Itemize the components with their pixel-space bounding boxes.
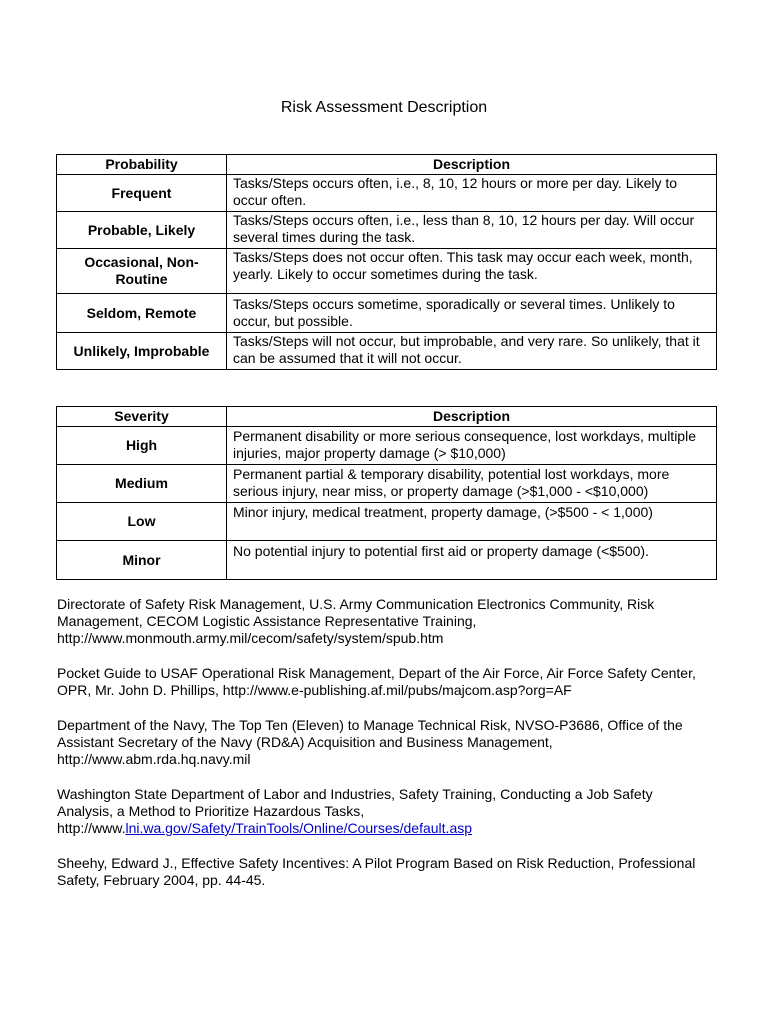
table-row [57,503,717,541]
table-row [57,212,717,249]
probability-description: Tasks/Steps occurs often, i.e., less than 8, 10, 12 hours per day. Will occur several times during the task. [227,212,717,249]
probability-header: Probability [57,155,227,175]
page-title: Risk Assessment Description [280,99,488,116]
table-row [57,249,717,294]
reference-item [57,717,697,768]
severity-label: Low [57,503,227,541]
table-header-row [57,407,717,427]
probability-table [56,154,717,370]
severity-description: No potential injury to potential first aid or property damage (<$500). [227,541,717,580]
severity-label: High [57,427,227,465]
severity-description: Permanent disability or more serious consequence, lost workdays, multiple injuries, major property damage (> $10,000) [227,427,717,465]
reference-item [57,855,697,889]
severity-description: Minor injury, medical treatment, property damage, (>$500 - < 1,000) [227,503,717,541]
reference-text: Directorate of Safety Risk Management, U.S. Army Communication Electronics Community, Risk Management, CECOM Logistic Assistance Representative Training, http://www.monmouth.army.mil/cecom/safety/system/spub.htm [57,596,655,646]
probability-description: Tasks/Steps occurs sometime, sporadically or several times. Unlikely to occur, but possible. [227,294,717,333]
description-header: Description [227,155,717,175]
probability-description: Tasks/Steps does not occur often. This task may occur each week, month, yearly. Likely to occur sometimes during the task. [227,249,717,294]
reference-text: Washington State Department of Labor and Industries, Safety Training, Conducting a Job Safety Analysis, a Method to Prioritize Hazardous Tasks, http://www. [57,786,653,836]
reference-item [57,596,697,647]
table-row [57,465,717,503]
severity-label: Medium [57,465,227,503]
severity-label: Minor [57,541,227,580]
references [57,596,697,907]
probability-label: Probable, Likely [57,212,227,249]
probability-description: Tasks/Steps occurs often, i.e., 8, 10, 12 hours or more per day. Likely to occur often. [227,175,717,212]
table-row [57,333,717,370]
table-row [57,541,717,580]
severity-table [56,406,717,580]
probability-description: Tasks/Steps will not occur, but improbable, and very rare. So unlikely, that it can be assumed that it will not occur. [227,333,717,370]
severity-description: Permanent partial & temporary disability, potential lost workdays, more serious injury, near miss, or property damage (>$1,000 - <$10,000) [227,465,717,503]
table-row [57,175,717,212]
probability-label: Unlikely, Improbable [57,333,227,370]
severity-header: Severity [57,407,227,427]
reference-item [57,786,697,837]
description-header: Description [227,407,717,427]
reference-text: Pocket Guide to USAF Operational Risk Management, Depart of the Air Force, Air Force Safety Center, OPR, Mr. John D. Phillips, http://www.e-publishing.af.mil/pubs/majcom.asp?org=AF [57,665,696,698]
reference-text: Department of the Navy, The Top Ten (Eleven) to Manage Technical Risk, NVSO-P3686, Office of the Assistant Secretary of the Navy (RD&A) Acquisition and Business Management, http://www.abm.rda.hq.navy.mil [57,717,683,767]
reference-item [57,665,697,699]
probability-label: Frequent [57,175,227,212]
reference-link[interactable]: lni.wa.gov/Safety/TrainTools/Online/Courses/default.asp [125,820,473,836]
probability-label: Seldom, Remote [57,294,227,333]
reference-text: Sheehy, Edward J., Effective Safety Incentives: A Pilot Program Based on Risk Reduction, Professional Safety, February 2004, pp. 44-45. [57,855,696,888]
probability-label: Occasional, Non-Routine [57,249,227,294]
table-row [57,427,717,465]
table-header-row [57,155,717,175]
table-row [57,294,717,333]
